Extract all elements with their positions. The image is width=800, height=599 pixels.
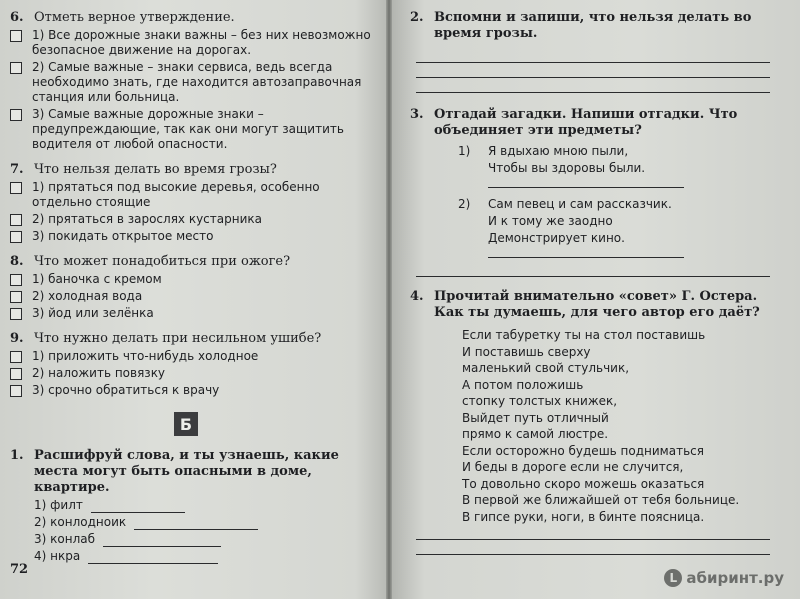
riddle-line: Демонстрирует кино. xyxy=(488,231,625,245)
option-label: 2) прятаться в зарослях кустарника xyxy=(32,212,262,226)
riddle-line: Я вдыхаю мною пыли, xyxy=(488,144,629,158)
answer-option[interactable] xyxy=(10,212,372,227)
answer-option[interactable] xyxy=(10,229,372,244)
page-number: 72 xyxy=(10,562,29,577)
answer-option[interactable] xyxy=(10,107,372,152)
answer-checkbox[interactable] xyxy=(10,109,22,121)
option-label: 1) прятаться под высокие деревья, особенно отдельно стоящие xyxy=(32,180,320,209)
question-number: 3. xyxy=(410,107,424,122)
question-2 xyxy=(410,10,770,93)
question-number: 6. xyxy=(10,10,24,25)
riddle-number: 2) xyxy=(458,197,471,211)
answer-option[interactable] xyxy=(10,28,372,58)
answer-checkbox[interactable] xyxy=(10,274,22,286)
answer-checkbox[interactable] xyxy=(10,214,22,226)
option-label: 2) холодная вода xyxy=(32,289,143,303)
question-text: Прочитай внимательно «совет» Г. Остера. Как ты думаешь, для чего автор его даёт? xyxy=(434,289,760,320)
labirint-logo-icon: L xyxy=(664,569,682,587)
decode-item xyxy=(34,532,372,547)
poem-line: И поставишь сверху xyxy=(462,344,591,359)
answer-checkbox[interactable] xyxy=(10,182,22,194)
decode-word: 1) филт xyxy=(34,498,83,512)
answer-line[interactable] xyxy=(103,536,221,547)
answer-line[interactable] xyxy=(91,502,185,513)
answer-checkbox[interactable] xyxy=(10,231,22,243)
answer-option[interactable] xyxy=(10,272,372,287)
option-label: 3) срочно обратиться к врачу xyxy=(32,383,220,397)
poem-line: маленький свой стульчик, xyxy=(462,361,630,375)
right-page xyxy=(392,0,800,599)
answer-line[interactable] xyxy=(416,525,770,540)
question-7 xyxy=(10,162,372,244)
answer-line[interactable] xyxy=(416,262,770,277)
question-6 xyxy=(10,10,372,152)
left-page xyxy=(0,0,386,599)
question-number: 2. xyxy=(410,10,424,25)
answer-line[interactable] xyxy=(88,553,218,564)
question-number: 8. xyxy=(10,254,24,269)
question-number: 9. xyxy=(10,331,24,346)
answer-option[interactable] xyxy=(10,366,372,381)
decode-item xyxy=(34,515,372,530)
question-number: 4. xyxy=(410,289,424,304)
answer-line[interactable] xyxy=(416,540,770,555)
question-8 xyxy=(10,254,372,321)
poem-line: А потом положишь xyxy=(462,377,584,392)
answer-option[interactable] xyxy=(10,349,372,364)
question-4 xyxy=(410,289,770,555)
decode-item xyxy=(34,498,372,513)
answer-option[interactable] xyxy=(10,180,372,210)
labirint-watermark xyxy=(664,569,784,587)
answer-checkbox[interactable] xyxy=(10,291,22,303)
question-text: Отметь верное утверждение. xyxy=(34,10,235,25)
poem-line: прямо к самой люстре. xyxy=(462,427,609,441)
section-b-badge: Б xyxy=(174,412,198,436)
answer-checkbox[interactable] xyxy=(10,385,22,397)
option-label: 1) приложить что-нибудь холодное xyxy=(32,349,259,363)
question-text: Что может понадобиться при ожоге? xyxy=(34,254,291,269)
option-label: 1) баночка с кремом xyxy=(32,272,162,286)
decode-word: 3) конлаб xyxy=(34,532,95,546)
question-number: 7. xyxy=(10,162,24,177)
answer-checkbox[interactable] xyxy=(10,308,22,320)
question-text: Расшифруй слова, и ты узнаешь, какие места могут быть опасными в доме, квартире. xyxy=(34,448,339,495)
riddle-line: Сам певец и сам рассказчик. xyxy=(488,197,672,211)
riddle-answer-line[interactable] xyxy=(488,177,684,188)
option-label: 2) Самые важные – знаки сервиса, ведь всегда необходимо знать, где находится автозаправочная станция или больница. xyxy=(32,60,362,104)
answer-line[interactable] xyxy=(134,519,258,530)
answer-option[interactable] xyxy=(10,60,372,105)
answer-checkbox[interactable] xyxy=(10,351,22,363)
riddle-line: И к тому же заодно xyxy=(488,214,613,228)
answer-line[interactable] xyxy=(416,48,770,63)
poem-line: Если табуретку ты на стол поставишь xyxy=(462,328,706,342)
question-text: Отгадай загадки. Напиши отгадки. Что объединяет эти предметы? xyxy=(434,107,738,138)
question-3 xyxy=(410,107,770,277)
answer-checkbox[interactable] xyxy=(10,62,22,74)
decode-word: 4) нкра xyxy=(34,549,81,563)
answer-option[interactable] xyxy=(10,289,372,304)
poem-line: В гипсе руки, ноги, в бинте поясница. xyxy=(462,509,705,524)
question-text: Вспомни и запиши, что нельзя делать во время грозы. xyxy=(434,10,752,41)
riddle-line: Чтобы вы здоровы были. xyxy=(488,161,646,175)
question-b1 xyxy=(10,448,372,564)
poem-line: В первой же ближайшей от тебя больнице. xyxy=(462,493,740,507)
riddle-2 xyxy=(458,196,770,262)
answer-option[interactable] xyxy=(10,306,372,321)
poem-line: То довольно скоро можешь оказаться xyxy=(462,476,705,491)
answer-option[interactable] xyxy=(10,383,372,398)
riddle-answer-line[interactable] xyxy=(488,247,684,258)
question-number: 1. xyxy=(10,448,24,463)
decode-word: 2) конлодноик xyxy=(34,515,127,529)
answer-line[interactable] xyxy=(416,78,770,93)
watermark-text: абиринт.ру xyxy=(686,569,784,587)
question-9 xyxy=(10,331,372,398)
answer-checkbox[interactable] xyxy=(10,368,22,380)
poem xyxy=(462,327,770,525)
riddle-number: 1) xyxy=(458,144,471,158)
question-text: Что нужно делать при несильном ушибе? xyxy=(34,331,322,346)
option-label: 1) Все дорожные знаки важны – без них невозможно безопасное движение на дорогах. xyxy=(32,28,371,57)
answer-line[interactable] xyxy=(416,63,770,78)
riddle-1 xyxy=(458,143,770,192)
poem-line: Выйдет путь отличный xyxy=(462,410,609,425)
answer-checkbox[interactable] xyxy=(10,30,22,42)
decode-item xyxy=(34,549,372,564)
option-label: 3) йод или зелёнка xyxy=(32,306,154,320)
poem-line: стопку толстых книжек, xyxy=(462,394,618,408)
poem-line: И беды в дороге если не случится, xyxy=(462,460,684,474)
question-text: Что нельзя делать во время грозы? xyxy=(34,162,277,177)
poem-line: Если осторожно будешь подниматься xyxy=(462,443,704,458)
option-label: 2) наложить повязку xyxy=(32,366,166,380)
option-label: 3) покидать открытое место xyxy=(32,229,214,243)
option-label: 3) Самые важные дорожные знаки – предупреждающие, так как они могут защитить водителя от любой опасности. xyxy=(32,107,344,151)
